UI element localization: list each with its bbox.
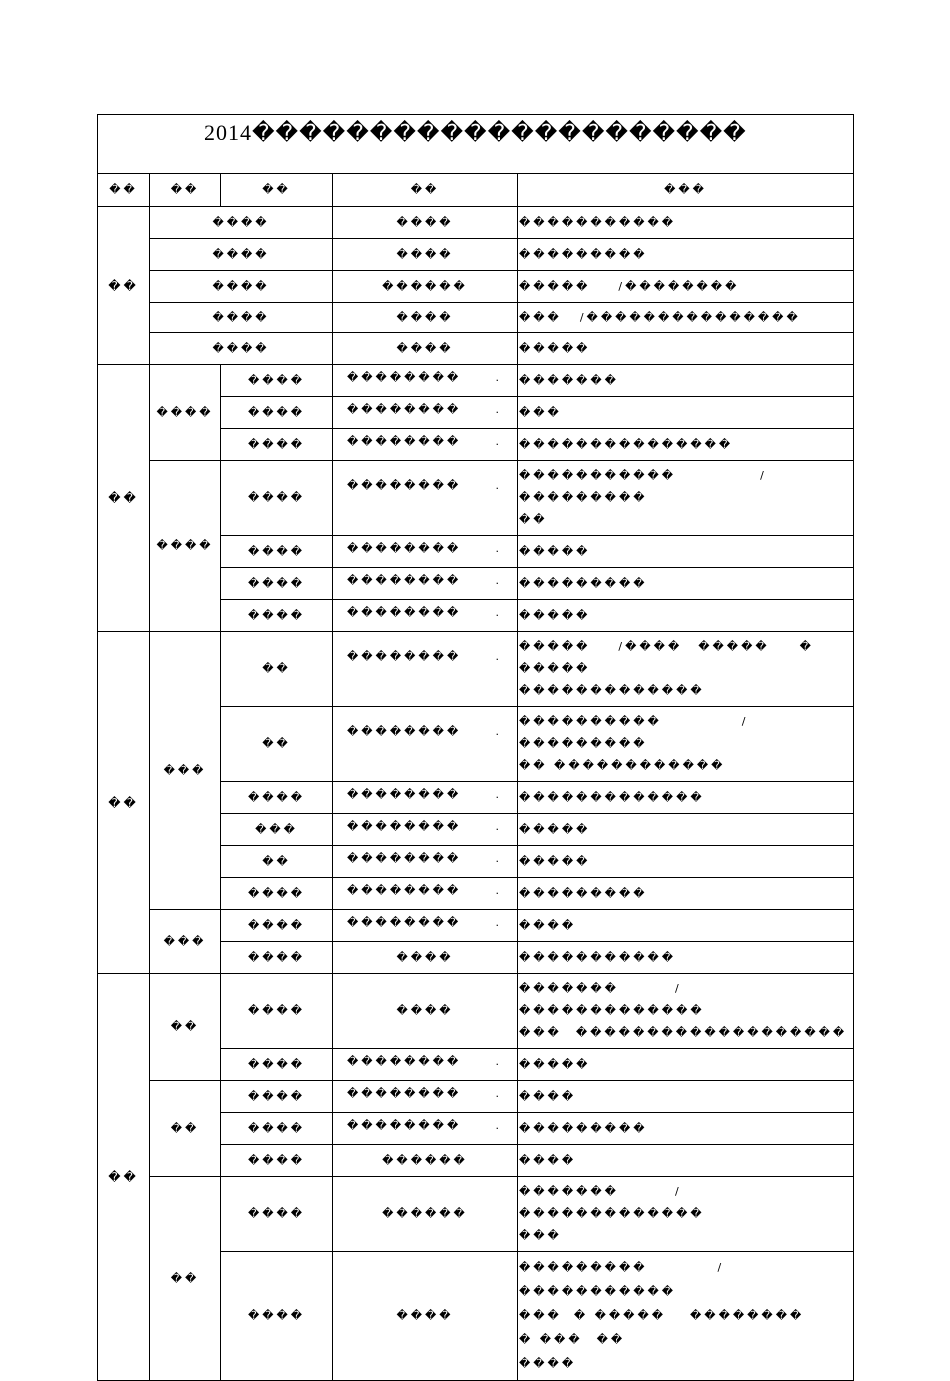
code-dot: . — [495, 479, 499, 492]
remark-part: ������������������� — [575, 1026, 848, 1039]
row-remark: ����� — [518, 846, 854, 878]
row-remark — [518, 707, 854, 782]
code-text: �������� — [347, 650, 462, 663]
row-name: ���� — [221, 536, 333, 568]
code-text: �������� — [347, 606, 462, 619]
remark-part: ��� — [519, 1229, 562, 1242]
code-text: �������� — [347, 435, 462, 448]
row-code: ���� — [333, 303, 518, 333]
row-remark — [518, 1252, 854, 1381]
remark-part: ����� — [519, 279, 591, 293]
code-text: �������� — [347, 1087, 462, 1100]
section-label: �� — [98, 632, 150, 974]
header-col5: ��� — [518, 174, 854, 207]
row-code — [333, 600, 518, 632]
row-remark — [518, 1177, 854, 1252]
row-remark: ����� — [518, 536, 854, 568]
schedule-document — [97, 114, 853, 1381]
row-code — [333, 846, 518, 878]
row-remark — [518, 461, 854, 536]
row-remark: ��� — [518, 397, 854, 429]
row-remark: ����� — [518, 600, 854, 632]
row-name: ���� — [221, 397, 333, 429]
row-remark: ��������� — [518, 1113, 854, 1145]
row-remark: ����� — [518, 1049, 854, 1081]
code-text: �������� — [347, 1119, 462, 1132]
code-text: �������� — [347, 725, 462, 738]
remark-part: � ��� — [519, 1333, 583, 1346]
row-remark: ���� — [518, 1081, 854, 1113]
row-code — [333, 365, 518, 397]
code-text: �������� — [347, 852, 462, 865]
code-text: �������� — [347, 542, 462, 555]
remark-part: � ����� — [573, 1309, 667, 1322]
remark-part: ����� — [698, 640, 770, 653]
remark-part: �� ������������ — [519, 759, 726, 772]
code-dot: . — [495, 725, 499, 738]
remark-part: ���������� — [519, 715, 662, 728]
code-text: �������� — [347, 403, 462, 416]
remark-part: /��������� — [519, 469, 767, 504]
row-remark: ��������������� — [518, 429, 854, 461]
code-text: �������� — [347, 1055, 462, 1068]
group-label: ���� — [150, 461, 221, 632]
row-name: �� — [221, 846, 333, 878]
group-label: ��� — [150, 910, 221, 974]
remark-part: �������� — [690, 1309, 805, 1322]
row-code: ���� — [333, 333, 518, 365]
row-name: ���� — [221, 429, 333, 461]
row-remark — [518, 632, 854, 707]
code-dot: . — [495, 884, 499, 897]
row-remark: ��������� — [518, 568, 854, 600]
row-name: ���� — [221, 974, 333, 1049]
code-dot: . — [495, 371, 499, 384]
row-code — [333, 536, 518, 568]
row-name: ���� — [150, 271, 333, 303]
row-remark — [518, 271, 854, 303]
code-dot: . — [495, 1055, 499, 1068]
remark-part: ����� — [519, 640, 591, 653]
remark-part: ���� — [519, 1357, 577, 1370]
header-col1: �� — [98, 174, 150, 207]
row-code — [333, 814, 518, 846]
row-code — [333, 429, 518, 461]
row-code: ������ — [333, 1177, 518, 1252]
row-remark: ����������� — [518, 942, 854, 974]
code-text: �������� — [347, 820, 462, 833]
row-code: ���� — [333, 942, 518, 974]
row-code — [333, 878, 518, 910]
row-remark — [518, 974, 854, 1049]
code-text: �������� — [347, 574, 462, 587]
remark-part: � ����� — [519, 640, 814, 675]
remark-part: /��������� — [519, 715, 749, 750]
remark-part: /����������� — [519, 1261, 725, 1298]
row-name: ���� — [150, 303, 333, 333]
code-dot: . — [495, 820, 499, 833]
code-dot: . — [495, 852, 499, 865]
row-code: ������ — [333, 271, 518, 303]
row-name: ���� — [221, 910, 333, 942]
header-col4: �� — [333, 174, 518, 207]
code-text: �������� — [347, 916, 462, 929]
header-col2: �� — [150, 174, 221, 207]
row-name: ���� — [221, 1145, 333, 1177]
row-name: ���� — [150, 239, 333, 271]
row-code — [333, 707, 518, 782]
remark-part: ��������� — [519, 1261, 648, 1274]
row-code — [333, 461, 518, 536]
row-name: ���� — [221, 600, 333, 632]
row-remark: ������� — [518, 365, 854, 397]
code-text: �������� — [347, 479, 462, 492]
remark-part: ������� — [519, 1185, 619, 1198]
remark-part: ������� — [519, 982, 619, 995]
remark-part: ��� — [519, 1026, 562, 1039]
row-code: ���� — [333, 239, 518, 271]
section-label: �� — [98, 207, 150, 365]
code-dot: . — [495, 788, 499, 801]
row-remark: ���� — [518, 910, 854, 942]
row-code — [333, 910, 518, 942]
row-name: ���� — [221, 1177, 333, 1252]
row-name: ���� — [150, 207, 333, 239]
row-remark: ����������� — [518, 207, 854, 239]
row-name: ���� — [221, 1113, 333, 1145]
remark-part: ������������� — [519, 684, 705, 697]
code-dot: . — [495, 542, 499, 555]
row-code — [333, 632, 518, 707]
row-remark: ��������� — [518, 239, 854, 271]
group-label: �� — [150, 974, 221, 1081]
remark-part: ��� — [519, 1309, 562, 1322]
row-name: ���� — [221, 782, 333, 814]
row-code: ���� — [333, 974, 518, 1049]
remark-part: ����������� — [519, 469, 677, 482]
row-code: ���� — [333, 207, 518, 239]
row-name: ���� — [221, 942, 333, 974]
row-remark: ����� — [518, 333, 854, 365]
row-remark: ������������� — [518, 782, 854, 814]
row-name: ��� — [221, 814, 333, 846]
row-name: ���� — [221, 461, 333, 536]
remark-part: /�������� — [618, 279, 740, 293]
row-name: ���� — [221, 1081, 333, 1113]
code-dot: . — [495, 606, 499, 619]
row-name: �� — [221, 632, 333, 707]
row-code — [333, 1081, 518, 1113]
remark-part: ��� — [519, 310, 562, 324]
row-name: ���� — [221, 1252, 333, 1381]
code-dot: . — [495, 1087, 499, 1100]
document-title: 2014��������������������� — [98, 115, 854, 174]
row-name: ���� — [221, 878, 333, 910]
row-code — [333, 1113, 518, 1145]
remark-part: /���� — [618, 640, 683, 653]
row-remark: ���� — [518, 1145, 854, 1177]
code-text: �������� — [347, 884, 462, 897]
row-code — [333, 568, 518, 600]
row-remark: ����� — [518, 814, 854, 846]
remark-part: �� — [596, 1333, 626, 1346]
code-dot: . — [495, 650, 499, 663]
code-dot: . — [495, 916, 499, 929]
row-name: ���� — [221, 1049, 333, 1081]
row-name: ���� — [150, 333, 333, 365]
row-name: �� — [221, 707, 333, 782]
remark-part: /��������������� — [579, 310, 801, 324]
row-code — [333, 1049, 518, 1081]
group-label: ���� — [150, 365, 221, 461]
remark-part: /������������� — [519, 1185, 705, 1220]
row-name: ���� — [221, 568, 333, 600]
group-label: �� — [150, 1177, 221, 1381]
code-text: �������� — [347, 371, 462, 384]
section-label: �� — [98, 974, 150, 1381]
group-label: �� — [150, 1081, 221, 1177]
row-code — [333, 782, 518, 814]
row-name: ���� — [221, 365, 333, 397]
code-dot: . — [495, 1119, 499, 1132]
row-remark: ��������� — [518, 878, 854, 910]
group-label: ��� — [150, 632, 221, 910]
section-label: �� — [98, 365, 150, 632]
row-code: ������ — [333, 1145, 518, 1177]
schedule-table — [97, 114, 854, 1381]
code-dot: . — [495, 403, 499, 416]
header-col3: �� — [221, 174, 333, 207]
row-code — [333, 397, 518, 429]
row-code: ���� — [333, 1252, 518, 1381]
row-remark — [518, 303, 854, 333]
code-text: �������� — [347, 788, 462, 801]
code-dot: . — [495, 574, 499, 587]
remark-part: �� — [519, 513, 548, 526]
remark-part: /������������� — [519, 982, 705, 1017]
code-dot: . — [495, 435, 499, 448]
